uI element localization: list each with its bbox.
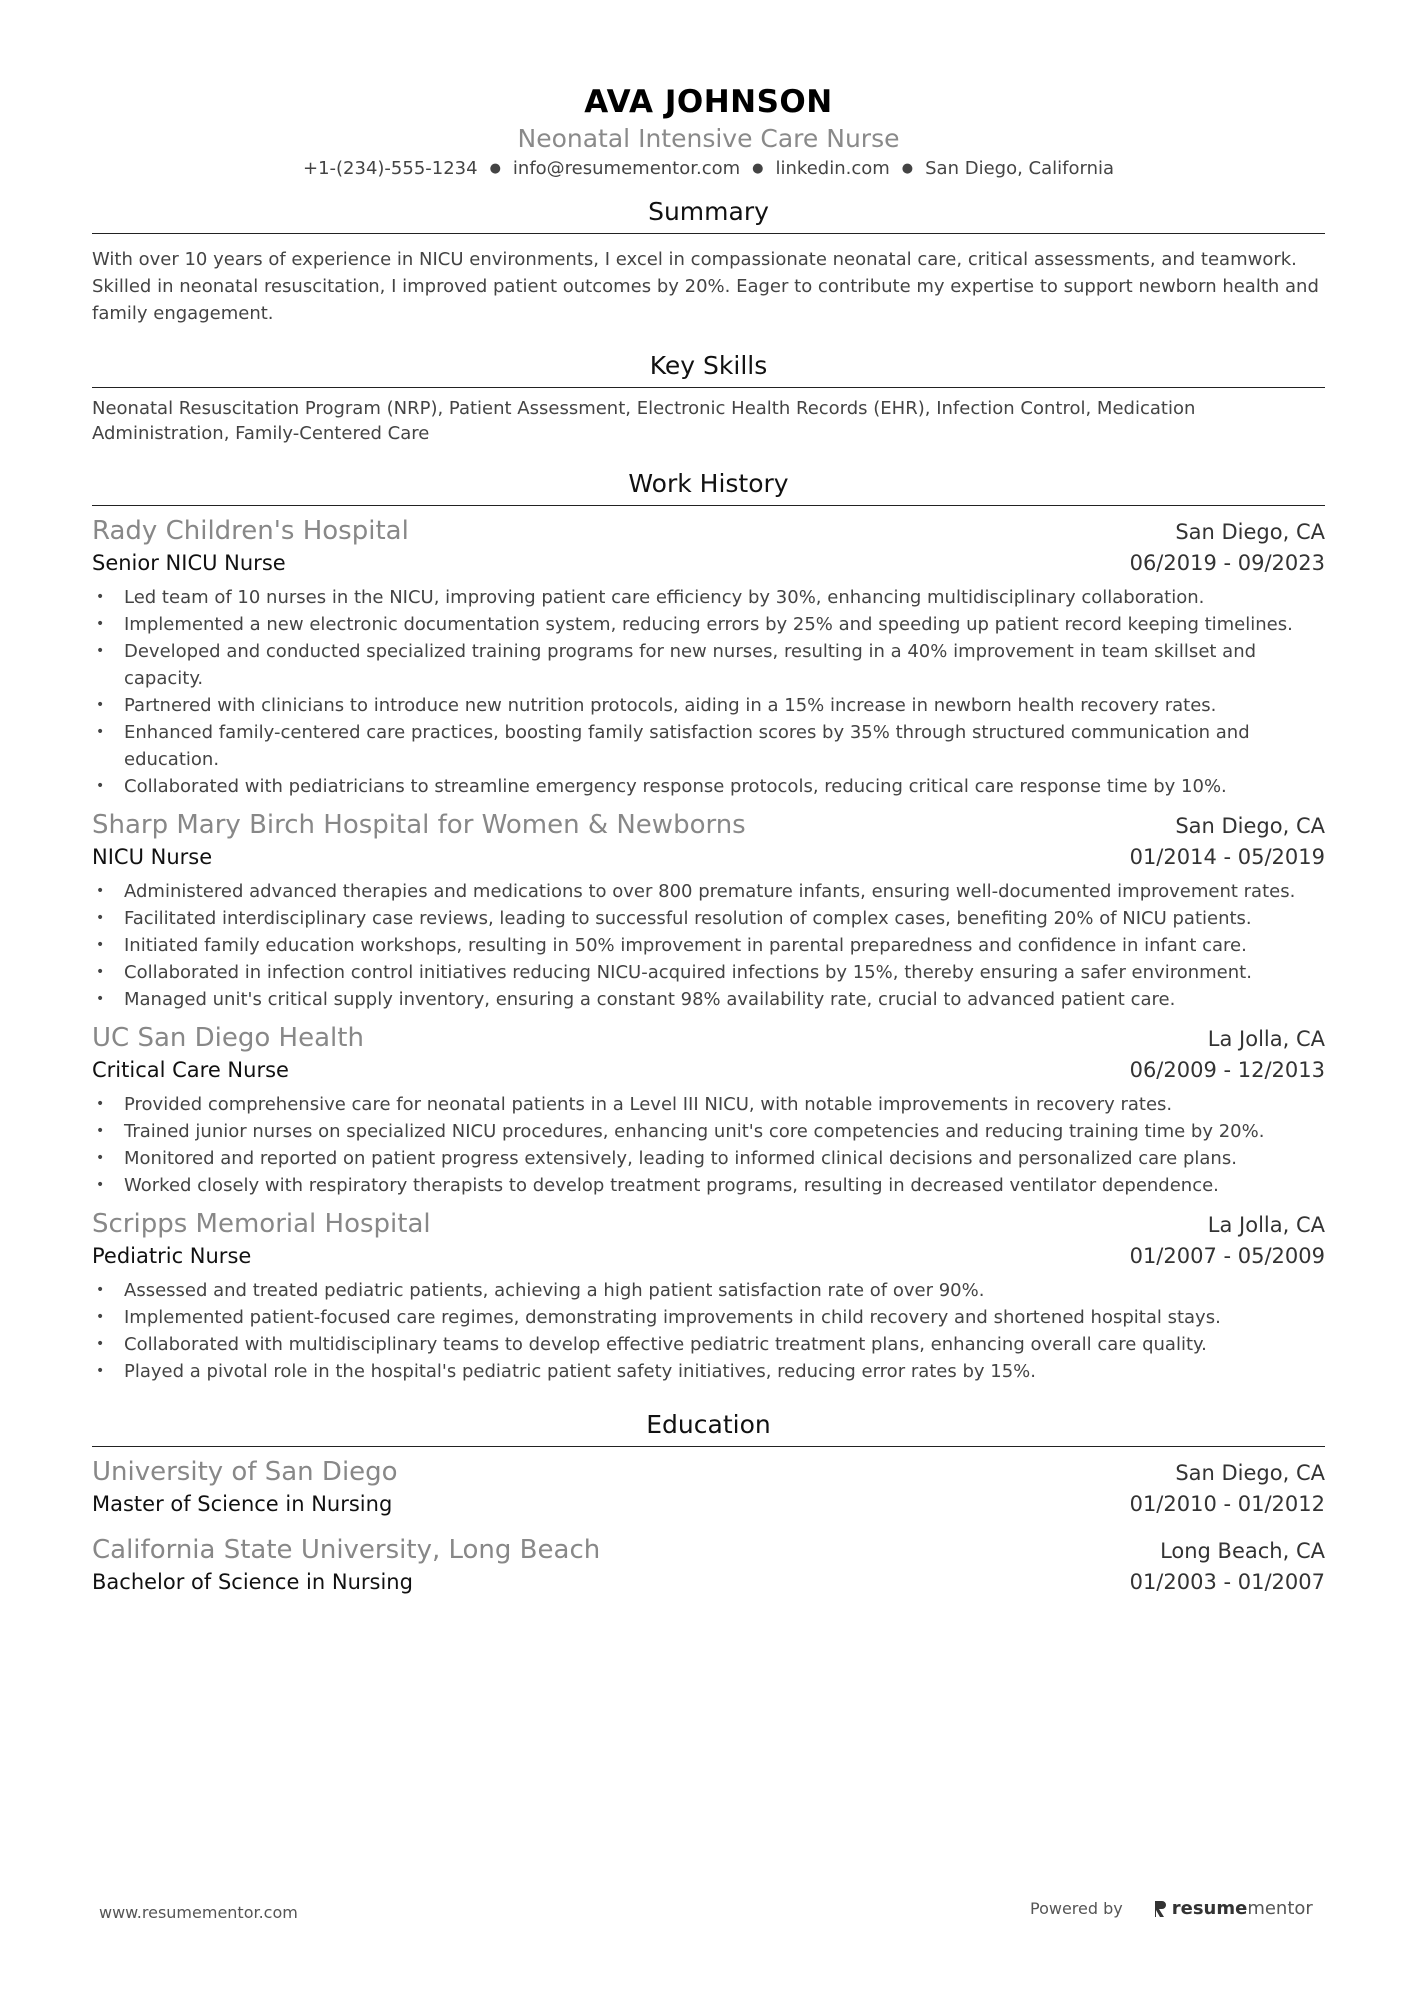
list-item: • Partnered with clinicians to introduce new nutrition protocols, aiding in a 15% increase in newborn health recovery rates. [92,692,1325,719]
list-item: • Played a pivotal role in the hospital's pediatric patient safety initiatives, reducing error rates by 15%. [92,1358,1325,1385]
job-employer: Rady Children's Hospital [92,516,409,546]
job-location: San Diego, CA [1175,814,1325,838]
section-title-skills: Key Skills [92,350,1325,388]
list-item: • Administered advanced therapies and medications to over 800 premature infants, ensuring well-documented improvement rates. [92,878,1325,905]
degree-name: Master of Science in Nursing [92,1492,393,1516]
job-title: Pediatric Nurse [92,1244,252,1268]
powered-by-label: Powered by [1030,1899,1123,1918]
bullet-icon: • [96,1282,105,1298]
job-bullets [92,1091,1325,1199]
job-employer: Sharp Mary Birch Hospital for Women & Newborns [92,810,746,840]
bullet-icon: • [96,1177,105,1193]
bullet-icon: • [96,1123,105,1139]
job-bullets [92,878,1325,1013]
job-employer: Scripps Memorial Hospital [92,1209,431,1239]
dot-icon: ● [901,161,914,176]
list-item: • Assessed and treated pediatric patients, achieving a high patient satisfaction rate of over 90%. [92,1277,1325,1304]
bullet-icon: • [96,616,105,632]
skills-section [92,350,1325,446]
bullet-icon: • [96,937,105,953]
summary-text: With over 10 years of experience in NICU environments, I excel in compassionate neonatal care, critical assessments, and teamwork. Skilled in neonatal resuscitation, I improved patient outcomes by 20%. Eager to contribute my expertise to support newborn health and family engagement. [92,249,1319,324]
job-entry [92,808,1325,1013]
job-dates: 06/2009 - 12/2013 [1129,1058,1325,1082]
section-title-work: Work History [92,468,1325,506]
list-item: • Developed and conducted specialized training programs for new nurses, resulting in a 40% improvement in team skillset and capacity. [92,638,1325,692]
candidate-location: San Diego, California [925,158,1115,179]
bullet-icon: • [96,1096,105,1112]
list-item: • Facilitated interdisciplinary case reviews, leading to successful resolution of complex cases, benefiting 20% of NICU patients. [92,905,1325,932]
skills-text: Neonatal Resuscitation Program (NRP), Patient Assessment, Electronic Health Records (EHR), Infection Control, Medication Administration, Family-Centered Care [92,398,1196,444]
footer-branding [1030,1898,1313,1919]
bullet-icon: • [96,1309,105,1325]
list-item: • Collaborated in infection control initiatives reducing NICU-acquired infections by 15%, thereby ensuring a safer environment. [92,959,1325,986]
section-title-summary: Summary [92,196,1325,234]
job-dates: 06/2019 - 09/2023 [1129,551,1325,575]
job-location: San Diego, CA [1175,520,1325,544]
phone-number: +1-(234)-555-1234 [302,158,478,179]
resumementor-logo-icon [1153,1899,1167,1919]
list-item: • Enhanced family-centered care practices, boosting family satisfaction scores by 35% through structured communication and education. [92,719,1325,773]
job-title: Critical Care Nurse [92,1058,289,1082]
candidate-name: AVA JOHNSON [584,84,833,120]
dot-icon: ● [752,161,764,176]
bullet-icon: • [96,883,105,899]
job-employer: UC San Diego Health [92,1023,364,1053]
resume-header [92,0,1325,182]
list-item: • Managed unit's critical supply inventory, ensuring a constant 98% availability rate, crucial to advanced patient care. [92,986,1325,1013]
bullet-icon: • [96,643,105,659]
brand-link[interactable] [1153,1898,1313,1919]
job-location: La Jolla, CA [1207,1213,1325,1237]
list-item: • Implemented patient-focused care regimes, demonstrating improvements in child recovery and shortened hospital stays. [92,1304,1325,1331]
bullet-icon: • [96,991,105,1007]
school-location: San Diego, CA [1175,1461,1325,1485]
list-item: • Collaborated with multidisciplinary teams to develop effective pediatric treatment plans, enhancing overall care quality. [92,1331,1325,1358]
list-item: • Led team of 10 nurses in the NICU, improving patient care efficiency by 30%, enhancing multidisciplinary collaboration. [92,584,1325,611]
list-item: • Collaborated with pediatricians to streamline emergency response protocols, reducing critical care response time by 10%. [92,773,1325,800]
job-title: NICU Nurse [92,845,213,869]
dot-icon: ● [489,161,501,176]
list-item: • Trained junior nurses on specialized NICU procedures, enhancing unit's core competencies and reducing training time by 20%. [92,1118,1325,1145]
school-name: California State University, Long Beach [92,1535,601,1565]
school-name: University of San Diego [92,1457,398,1487]
education-entry [92,1455,1325,1519]
degree-name: Bachelor of Science in Nursing [92,1570,413,1594]
bullet-icon: • [96,1150,105,1166]
footer-website-link[interactable]: www.resumementor.com [99,1903,298,1922]
list-item: • Provided comprehensive care for neonatal patients in a Level III NICU, with notable improvements in recovery rates. [92,1091,1325,1118]
bullet-icon: • [96,1363,105,1379]
bullet-icon: • [96,910,105,926]
brand-name-bold: resume [1171,1898,1248,1919]
job-entry [92,1207,1325,1385]
list-item: • Implemented a new electronic documentation system, reducing errors by 25% and speeding up patient record keeping timelines. [92,611,1325,638]
job-location: La Jolla, CA [1207,1027,1325,1051]
section-title-education: Education [92,1409,1325,1447]
work-section [92,468,1325,1385]
job-dates: 01/2007 - 05/2009 [1129,1244,1325,1268]
job-bullets [92,584,1325,800]
linkedin-link[interactable]: linkedin.com [775,158,890,179]
education-section [92,1409,1325,1597]
job-dates: 01/2014 - 05/2019 [1129,845,1325,869]
bullet-icon: • [96,697,105,713]
school-location: Long Beach, CA [1160,1539,1325,1563]
job-entry [92,514,1325,800]
job-bullets [92,1277,1325,1385]
education-dates: 01/2003 - 01/2007 [1129,1570,1325,1594]
contact-line [92,156,1325,182]
education-entry [92,1533,1325,1597]
bullet-icon: • [96,589,105,605]
job-entry [92,1021,1325,1199]
brand-name-light: mentor [1247,1898,1313,1919]
bullet-icon: • [96,1336,105,1352]
list-item: • Initiated family education workshops, resulting in 50% improvement in parental preparedness and confidence in infant care. [92,932,1325,959]
list-item: • Monitored and reported on patient progress extensively, leading to informed clinical decisions and personalized care plans. [92,1145,1325,1172]
education-dates: 01/2010 - 01/2012 [1129,1492,1325,1516]
email-address: info@resumementor.com [512,158,741,179]
bullet-icon: • [96,778,105,794]
bullet-icon: • [96,724,105,740]
resume-page [92,0,1325,1597]
bullet-icon: • [96,964,105,980]
job-title: Senior NICU Nurse [92,551,286,575]
list-item: • Worked closely with respiratory therapists to develop treatment programs, resulting in decreased ventilator dependence. [92,1172,1325,1199]
summary-section [92,196,1325,327]
candidate-role: Neonatal Intensive Care Nurse [517,124,900,153]
